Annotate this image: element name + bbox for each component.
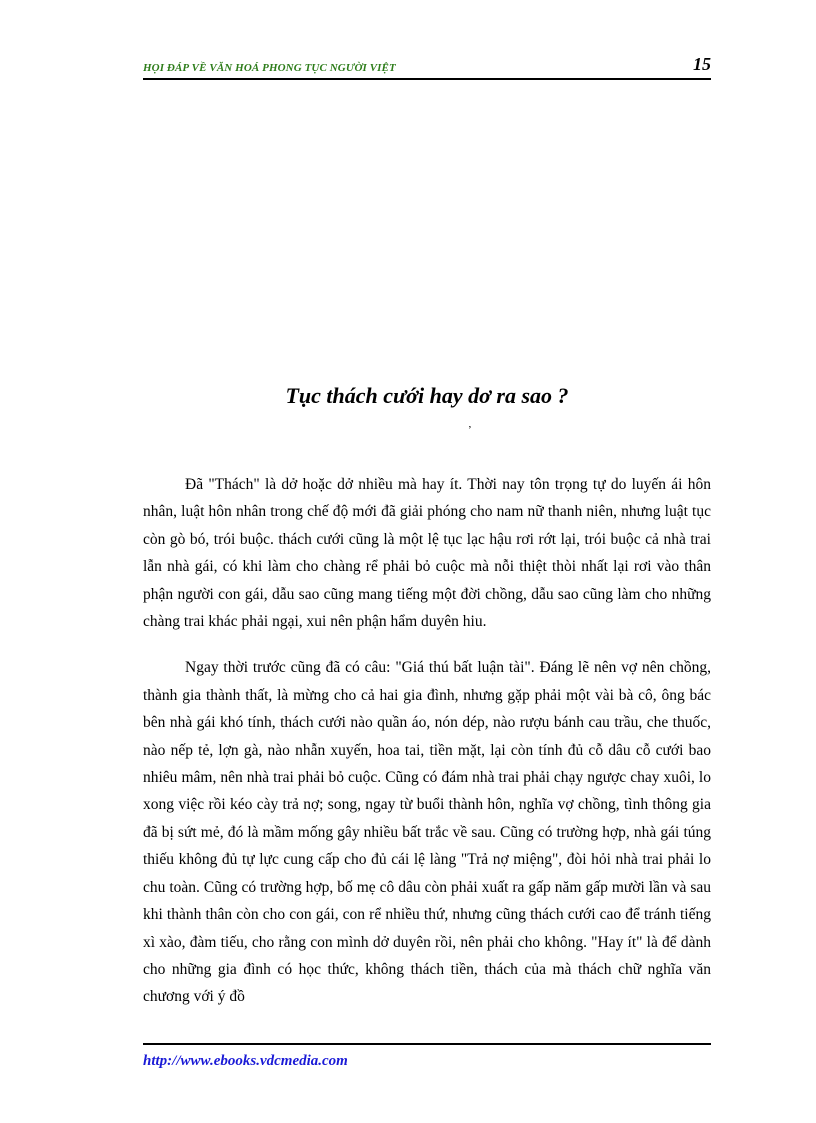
running-header [143, 52, 711, 80]
article-body [143, 471, 711, 1030]
paragraph: Đã "Thách" là dở hoặc dở nhiều mà hay ít. Thời nay tôn trọng tự do luyến ái hôn nhân, luật hôn nhân trong chế độ mới đã giải phóng cho nam nữ thanh niên, nhưng luật tục còn gò bó, trói buộc. thách cưới cũng là một lệ tục lạc hậu rơi rớt lại, trói buộc cả nhà trai lẫn nhà gái, có khi làm cho chàng rể phải bỏ cuộc mà nỗi thiệt thòi nhất lại rơi vào thân phận người con gái, dẫu sao cũng mang tiếng một đời chồng, dẫu sao cũng làm cho những chàng trai khác phải ngại, xui nên phận hẩm duyên hiu. [143, 476, 711, 631]
footer-link[interactable]: http://www.ebooks.vdcmedia.com [143, 1053, 348, 1069]
title-mark: ʼ [468, 424, 472, 436]
paragraph: Ngay thời trước cũng đã có câu: "Giá thú bất luận tài". Đáng lẽ nên vợ nên chồng, thành gia thành thất, là mừng cho cả hai gia đình, nhưng gặp phải một vài bà cô, ông bác bên nhà gái khó tính, thách cưới nào quần áo, nón dép, nào rượu bánh cau trầu, che thuốc, nào nếp tẻ, lợn gà, nào nhẫn xuyến, hoa tai, tiền mặt, lại còn tính đủ cỗ dâu cỗ cưới bao nhiêu mâm, nên nhà trai phải bỏ cuộc. Cũng có đám nhà trai phải chạy ngược chay xuôi, lo xong việc rồi kéo cày trả nợ; song, ngay từ buổi thành hôn, nghĩa vợ chồng, tình thông gia đã bị sứt mẻ, đó là mầm mống gây nhiều bất trắc về sau. Cũng có trường hợp, nhà gái túng thiếu không đủ tự lực cung cấp cho đủ cái lệ làng "Trả nợ miệng", đòi hỏi nhà trai phải lo chu toàn. Cũng có trường hợp, bố mẹ cô dâu còn phải xuất ra gấp năm gấp mười lần và sau khi thành thân còn cho con gái, con rể nhiều thứ, nhưng cũng thách cưới cao để tránh tiếng xì xào, đàm tiếu, cho rằng con mình dở duyên rồi, nên phải cho không. "Hay ít" là để dành cho những gia đình có học thức, không thách tiền, thách của mà thách chữ nghĩa văn chương với ý đồ [143, 659, 711, 1006]
book-title: HỌI ĐÁP VỀ VĂN HOÁ PHONG TỤC NGƯỜI VIỆT [143, 62, 396, 74]
article-title: Tục thách cưới hay dơ ra sao ? [285, 383, 569, 408]
page-number: 15 [693, 54, 711, 74]
footer-divider [143, 1043, 711, 1045]
